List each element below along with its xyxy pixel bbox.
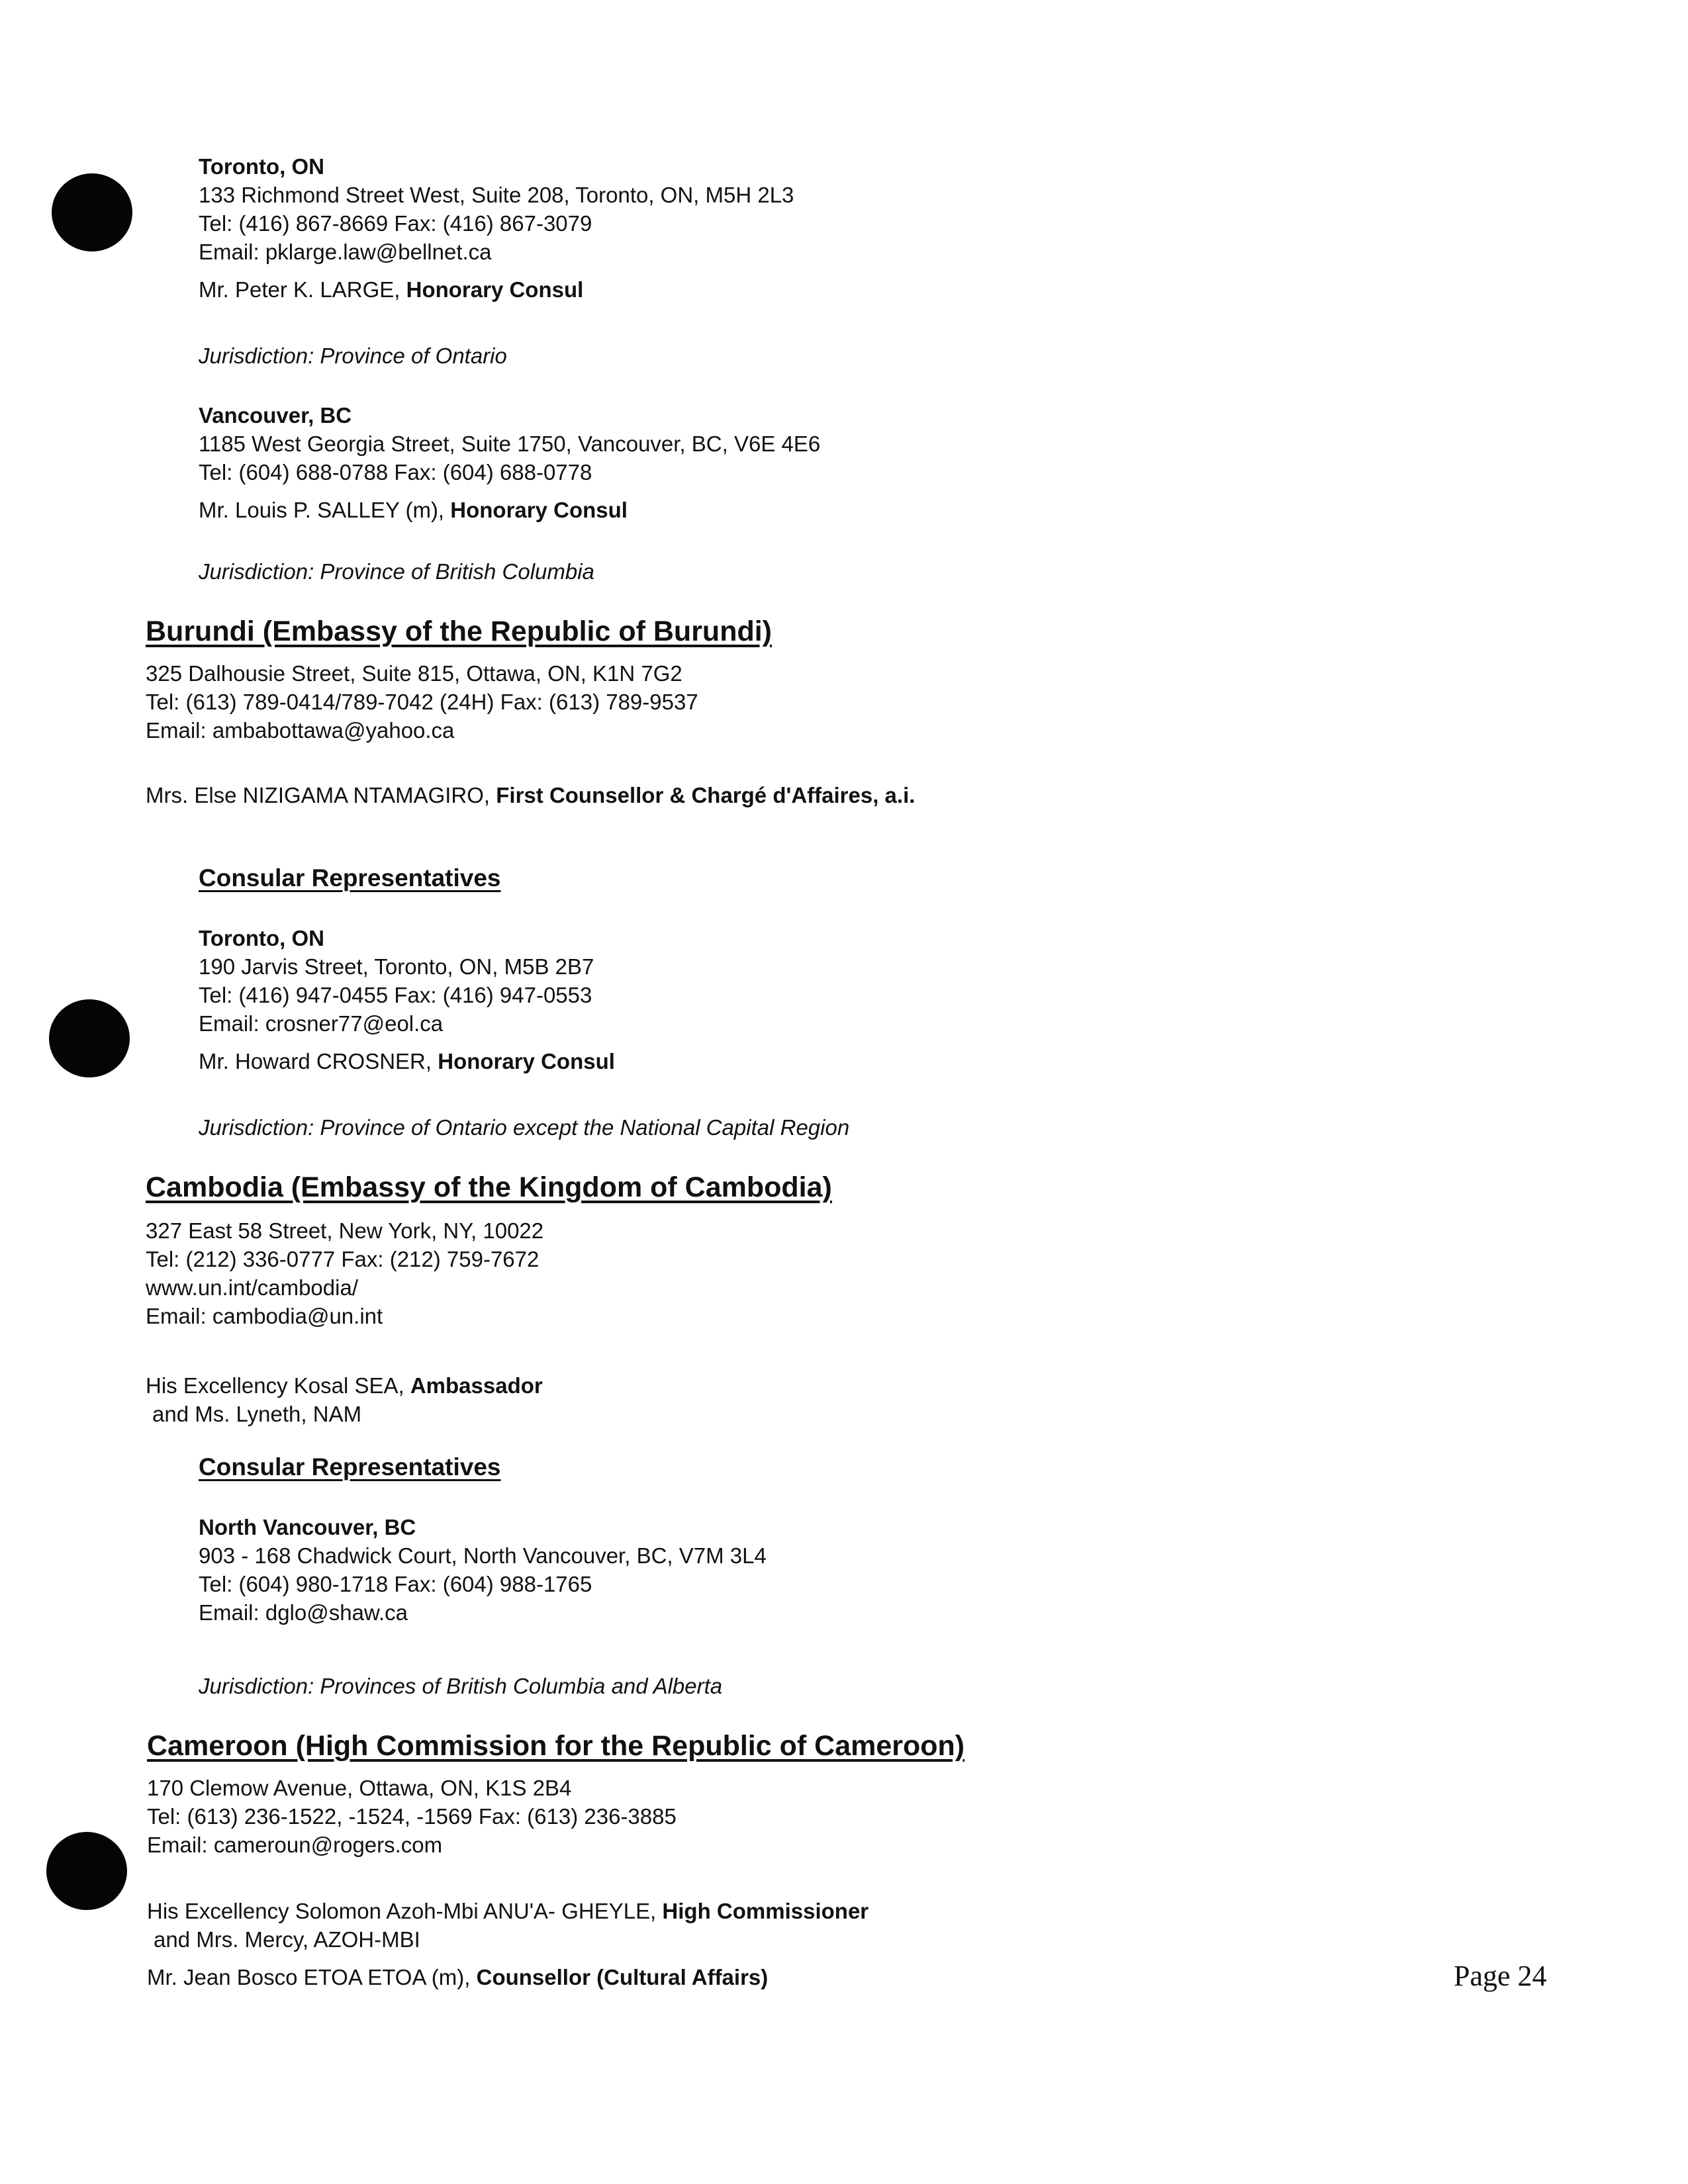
consulate-city: Toronto, ON <box>199 926 325 950</box>
rep-name: Mr. Howard CROSNER, <box>199 1049 438 1073</box>
head-title: Ambassador <box>410 1373 543 1398</box>
rep-title: Honorary Consul <box>438 1049 615 1073</box>
jurisdiction-toronto-prev <box>199 341 507 370</box>
rep-title: Honorary Consul <box>450 498 628 522</box>
country-heading-burundi: Burundi (Embassy of the Republic of Burundi) <box>146 615 772 647</box>
embassy-email: Email: cambodia@un.int <box>146 1304 383 1328</box>
consulate-address: 1185 West Georgia Street, Suite 1750, Vancouver, BC, V6E 4E6 <box>199 432 821 456</box>
embassy-tel-fax: Tel: (613) 789-0414/789-7042 (24H) Fax: (613) 789-9537 <box>146 690 698 714</box>
embassy-burundi-head <box>146 781 915 809</box>
embassy-cameroon-contact <box>147 1774 677 1859</box>
consulate-cambodia-north-vancouver <box>199 1513 767 1627</box>
punch-hole-middle <box>49 999 130 1077</box>
page-number: Page 24 <box>1454 1960 1547 1992</box>
jurisdiction-label: Jurisdiction: <box>199 343 314 368</box>
consulate-tel-fax: Tel: (416) 947-0455 Fax: (416) 947-0553 <box>199 983 592 1007</box>
consulate-tel-fax: Tel: (604) 688-0788 Fax: (604) 688-0778 <box>199 460 592 484</box>
jurisdiction-vancouver <box>199 557 594 586</box>
consulate-vancouver <box>199 401 820 524</box>
consulate-city: Toronto, ON <box>199 154 325 179</box>
consulate-rep <box>199 496 820 524</box>
embassy-email: Email: ambabottawa@yahoo.ca <box>146 718 455 743</box>
consulate-email: Email: crosner77@eol.ca <box>199 1011 444 1036</box>
embassy-cambodia-head <box>146 1371 543 1428</box>
embassy-address: 170 Clemow Avenue, Ottawa, ON, K1S 2B4 <box>147 1776 572 1800</box>
rep-name: Mr. Peter K. LARGE, <box>199 277 406 302</box>
punch-hole-bottom <box>46 1832 127 1910</box>
embassy-cameroon-head <box>147 1897 868 1991</box>
consulate-city: North Vancouver, BC <box>199 1515 416 1539</box>
jurisdiction-cambodia <box>199 1672 722 1700</box>
consulate-rep <box>199 275 794 304</box>
punch-hole-top <box>52 173 132 251</box>
consulate-address: 903 - 168 Chadwick Court, North Vancouver, BC, V7M 3L4 <box>199 1543 767 1568</box>
consulate-tel-fax: Tel: (604) 980-1718 Fax: (604) 988-1765 <box>199 1572 592 1596</box>
consulate-address: 190 Jarvis Street, Toronto, ON, M5B 2B7 <box>199 954 594 979</box>
staff-title: Counsellor (Cultural Affairs) <box>476 1965 769 1989</box>
country-heading-cambodia: Cambodia (Embassy of the Kingdom of Cambodia) <box>146 1171 832 1203</box>
head-line <box>146 1371 543 1400</box>
head-name: His Excellency Solomon Azoh-Mbi ANU'A- GHEYLE, <box>147 1899 663 1923</box>
jurisdiction-text: Provinces of British Columbia and Alberta <box>314 1674 723 1698</box>
consulate-toronto-prev <box>199 152 794 304</box>
jurisdiction-text: Province of Ontario except the National Capital Region <box>314 1115 850 1140</box>
jurisdiction-label: Jurisdiction: <box>199 1115 314 1140</box>
head-title: First Counsellor & Chargé d'Affaires, a.i. <box>496 783 915 807</box>
embassy-email: Email: cameroun@rogers.com <box>147 1833 443 1857</box>
jurisdiction-label: Jurisdiction: <box>199 1674 314 1698</box>
jurisdiction-text: Province of Ontario <box>314 343 507 368</box>
consulate-rep <box>199 1047 615 1075</box>
head-spouse: and Mrs. Mercy, AZOH-MBI <box>154 1927 420 1952</box>
consulate-email: Email: pklarge.law@bellnet.ca <box>199 240 492 264</box>
embassy-website: www.un.int/cambodia/ <box>146 1275 358 1300</box>
consulate-city: Vancouver, BC <box>199 403 352 428</box>
consulate-email: Email: dglo@shaw.ca <box>199 1600 408 1625</box>
rep-name: Mr. Louis P. SALLEY (m), <box>199 498 451 522</box>
staff-line <box>147 1963 868 1991</box>
consular-heading-burundi: Consular Representatives <box>199 864 501 891</box>
country-heading-cameroon: Cameroon (High Commission for the Republic of Cameroon) <box>147 1730 965 1762</box>
consulate-burundi-toronto <box>199 924 615 1075</box>
staff-name: Mr. Jean Bosco ETOA ETOA (m), <box>147 1965 477 1989</box>
embassy-tel-fax: Tel: (212) 336-0777 Fax: (212) 759-7672 <box>146 1247 539 1271</box>
rep-title: Honorary Consul <box>406 277 584 302</box>
jurisdiction-burundi-toronto <box>199 1113 849 1142</box>
consulate-address: 133 Richmond Street West, Suite 208, Toronto, ON, M5H 2L3 <box>199 183 794 207</box>
head-spouse: and Ms. Lyneth, NAM <box>152 1402 362 1426</box>
jurisdiction-label: Jurisdiction: <box>199 559 314 584</box>
head-line <box>147 1897 868 1925</box>
embassy-tel-fax: Tel: (613) 236-1522, -1524, -1569 Fax: (613) 236-3885 <box>147 1804 677 1829</box>
embassy-address: 325 Dalhousie Street, Suite 815, Ottawa, ON, K1N 7G2 <box>146 661 682 686</box>
head-name: Mrs. Else NIZIGAMA NTAMAGIRO, <box>146 783 496 807</box>
jurisdiction-text: Province of British Columbia <box>314 559 594 584</box>
head-title: High Commissioner <box>662 1899 869 1923</box>
head-name: His Excellency Kosal SEA, <box>146 1373 410 1398</box>
embassy-address: 327 East 58 Street, New York, NY, 10022 <box>146 1218 544 1243</box>
consular-heading-cambodia: Consular Representatives <box>199 1453 501 1480</box>
consulate-tel-fax: Tel: (416) 867-8669 Fax: (416) 867-3079 <box>199 211 592 236</box>
embassy-burundi-contact <box>146 659 698 745</box>
embassy-cambodia-contact <box>146 1216 543 1330</box>
